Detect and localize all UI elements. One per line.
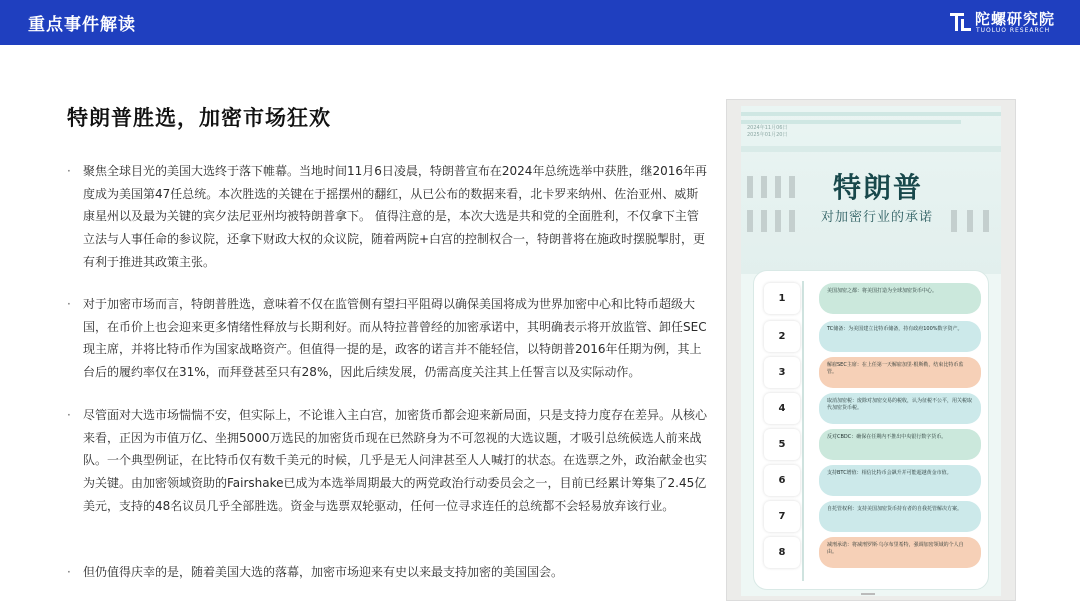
bullet-mark: · bbox=[67, 297, 71, 311]
logo-chinese-name: 陀螺研究院 bbox=[975, 10, 1056, 28]
window-shape bbox=[983, 210, 989, 232]
item-text: 减刑承诺：将减刑罗斯·乌尔布里希特，强调加密领域的个人自由。 bbox=[819, 537, 981, 568]
divider-handle-horizontal[interactable] bbox=[861, 593, 875, 595]
poster-canvas bbox=[741, 106, 1001, 596]
list-item bbox=[764, 465, 986, 496]
header-bar bbox=[0, 0, 1080, 45]
paragraph-4 bbox=[67, 561, 707, 585]
paragraph-text: 聚焦全球目光的美国大选终于落下帷幕。当地时间11月6日凌晨，特朗普宣布在2024年总统选举中获胜，继2016年再度成为美国第47任总统。本次胜选的关键在于摇摆州的翻红，从已公布的数据来看，北卡罗来纳州、佐治亚州、威斯康星州以及最为关键的宾夕法尼亚州均被特朗普拿下。 值得注意的是，本次大选是共和党的全面胜利，不仅拿下主管立法与人事任命的参议院，还拿下财政大权的众议院，随着两院+白宫的控制权合一，特朗普将在施政时摆脱掣肘，更有利于推进其政策主张。 bbox=[83, 164, 707, 269]
item-number: 5 bbox=[764, 429, 800, 460]
tuoluo-logo-icon bbox=[950, 11, 972, 33]
article-title: 特朗普胜选，加密市场狂欢 bbox=[67, 106, 331, 130]
trump-promises-poster bbox=[726, 99, 1016, 601]
list-item bbox=[764, 357, 986, 388]
decor-stripe bbox=[741, 146, 1001, 152]
item-text: TC储备：为美国建立比特币储备，持有政府100%数字资产。 bbox=[819, 321, 981, 352]
poster-subtitle: 对加密行业的承诺 bbox=[821, 210, 934, 225]
bullet-mark: · bbox=[67, 408, 71, 422]
item-number: 3 bbox=[764, 357, 800, 388]
paragraph-text: 对于加密市场而言，特朗普胜选，意味着不仅在监管侧有望扫平阻碍以确保美国将成为世界加密中心和比特币超级大国，在币价上也会迎来更多情绪性释放与长期利好。而从特拉普曾经的加密承诺中，其明确表示将开放监管、卸任SEC现主席，并将比特币作为国家战略资产。但值得一提的是，政客的诺言并不能轻信，以特朗普2016年任期为例，其上台后的履约率仅在31%，而拜登甚至只有28%，因此后续发展，仍需高度关注其上任誓言以及实际动作。 bbox=[83, 297, 707, 380]
date-text: 2025年01月20日 bbox=[747, 132, 788, 138]
item-text: 支持BTC增值：相信比特币会飙升并可能超越黄金市值。 bbox=[819, 465, 981, 496]
item-number: 6 bbox=[764, 465, 800, 496]
item-number: 8 bbox=[764, 537, 800, 568]
item-text: 美国加密之都：将美国打造为全球加密货币中心。 bbox=[819, 283, 981, 314]
list-item bbox=[764, 393, 986, 424]
item-number: 4 bbox=[764, 393, 800, 424]
white-house-illustration bbox=[741, 106, 1001, 274]
promise-list bbox=[753, 270, 989, 590]
window-shape bbox=[951, 210, 957, 232]
window-shape bbox=[761, 176, 767, 198]
paragraph-3 bbox=[67, 404, 707, 542]
section-title: 重点事件解读 bbox=[28, 15, 136, 35]
paragraph-text: 但仍值得庆幸的是，随着美国大选的落幕，加密市场迎来有史以来最支持加密的美国国会。 bbox=[83, 565, 564, 579]
date-text: 2024年11月06日 bbox=[747, 125, 788, 131]
item-text: 解雇SEC主席：在上任第一天解雇加里·根斯勒，结束比特币监管。 bbox=[819, 357, 981, 388]
window-shape bbox=[967, 210, 973, 232]
paragraph-text: 尽管面对大选市场惴惴不安，但实际上，不论谁入主白宫，加密货币都会迎来新局面，只是支持力度存在差异。从核心来看，正因为市值万亿、坐拥5000万选民的加密货币现在已然跻身为不可忽视的大选议题，才吸引总统候选人前来战队。一个典型例证，在比特币仅有数千美元的时候，几乎是无人问津甚至人人喊打的状态。在选票之外，政治献金也实为关键。由加密领域资助的Fairshake已成为本选举周期最大的两党政治行动委员会之一，目前已经累计筹集了2.45亿美元，支持的48名议员几乎全部胜选。资金与选票双轮驱动，任何一位寻求连任的总统都不会轻易放弃该行业。 bbox=[83, 408, 708, 513]
bullet-mark: · bbox=[67, 164, 71, 178]
item-number: 7 bbox=[764, 501, 800, 532]
item-number: 2 bbox=[764, 321, 800, 352]
item-text: 取消加密税：废除对加密交易的税收，认为征税不公平，用关税取代加密货币税。 bbox=[819, 393, 981, 424]
paragraph-2 bbox=[67, 293, 707, 385]
paragraph-1 bbox=[67, 160, 707, 270]
window-shape bbox=[747, 176, 753, 198]
window-shape bbox=[775, 210, 781, 232]
list-item bbox=[764, 429, 986, 460]
window-shape bbox=[761, 210, 767, 232]
bullet-mark: · bbox=[67, 565, 71, 579]
list-item bbox=[764, 321, 986, 352]
list-item bbox=[764, 283, 986, 314]
poster-title: 特朗普 bbox=[833, 171, 924, 204]
decor-stripe bbox=[741, 112, 1001, 116]
window-shape bbox=[789, 210, 795, 232]
list-item bbox=[764, 537, 986, 568]
brand-logo bbox=[950, 8, 1054, 38]
window-shape bbox=[789, 176, 795, 198]
window-shape bbox=[747, 210, 753, 232]
item-text: 自托管权利：支持美国加密货币持有者的自我托管解决方案。 bbox=[819, 501, 981, 532]
list-item bbox=[764, 501, 986, 532]
logo-english-name: TUOLUO RESEARCH bbox=[976, 27, 1051, 34]
window-shape bbox=[775, 176, 781, 198]
item-number: 1 bbox=[764, 283, 800, 314]
item-text: 反对CBDC：确保在任期内不推出中央银行数字货币。 bbox=[819, 429, 981, 460]
